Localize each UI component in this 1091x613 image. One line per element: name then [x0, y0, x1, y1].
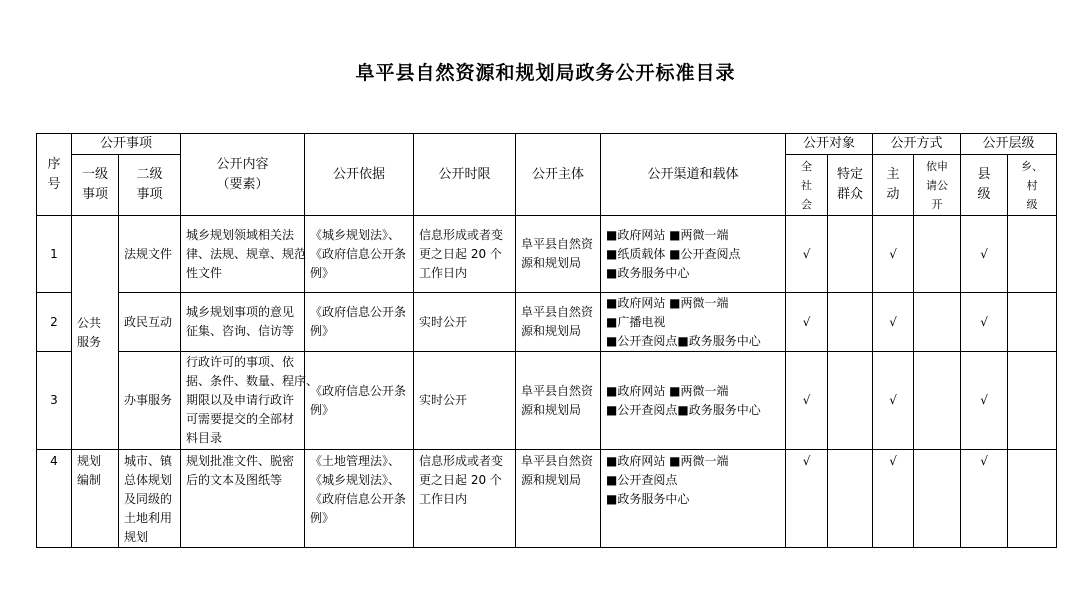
row-level2: 办事服务 [119, 352, 181, 450]
row-seq: 1 [37, 216, 72, 293]
disclosure-table [36, 133, 1057, 548]
check-all-society: √ [786, 293, 828, 352]
row-content: 城乡规划领域相关法 律、法规、规章、规范 性文件 [181, 216, 305, 293]
check-active: √ [873, 216, 914, 293]
category-planning: 规划 编制 [72, 450, 119, 548]
header-method: 公开方式 [873, 134, 961, 155]
check-township [1008, 216, 1057, 293]
row-channel: ■政府网站 ■两微一端 ■广播电视 ■公开查阅点■政务服务中心 [601, 293, 786, 352]
header-seq: 序 号 [37, 134, 72, 216]
header-row-1 [37, 134, 1057, 155]
row-basis: 《城乡规划法》、 《政府信息公开条 例》 [305, 216, 414, 293]
table-row [37, 216, 1057, 293]
row-channel: ■政府网站 ■两微一端 ■公开查阅点■政务服务中心 [601, 352, 786, 450]
row-basis: 《政府信息公开条 例》 [305, 293, 414, 352]
check-all-society: √ [786, 216, 828, 293]
header-channel: 公开渠道和载体 [601, 134, 786, 216]
row-subject: 阜平县自然资 源和规划局 [516, 352, 601, 450]
header-township: 乡、 村 级 [1008, 155, 1057, 216]
header-level1: 一级 事项 [72, 155, 119, 216]
header-level: 公开层级 [961, 134, 1057, 155]
check-on-request [914, 450, 961, 548]
row-time-limit: 实时公开 [414, 293, 516, 352]
check-all-society: √ [786, 450, 828, 548]
row-level2: 城市、镇 总体规划 及同级的 土地利用 规划 [119, 450, 181, 548]
table-row [37, 293, 1057, 352]
check-township [1008, 293, 1057, 352]
header-matters: 公开事项 [72, 134, 181, 155]
row-seq: 4 [37, 450, 72, 548]
check-active: √ [873, 352, 914, 450]
check-all-society: √ [786, 352, 828, 450]
row-level2: 政民互动 [119, 293, 181, 352]
check-specific-group [828, 352, 873, 450]
check-specific-group [828, 450, 873, 548]
row-subject: 阜平县自然资 源和规划局 [516, 293, 601, 352]
row-seq: 3 [37, 352, 72, 450]
row-content: 行政许可的事项、依 据、条件、数量、程序、 期限以及申请行政许 可需要提交的全部材 料目录 [181, 352, 305, 450]
check-on-request [914, 352, 961, 450]
header-time-limit: 公开时限 [414, 134, 516, 216]
header-on-request: 依申 请公 开 [914, 155, 961, 216]
check-specific-group [828, 216, 873, 293]
row-time-limit: 实时公开 [414, 352, 516, 450]
header-target: 公开对象 [786, 134, 873, 155]
header-all-society: 全 社 会 [786, 155, 828, 216]
row-subject: 阜平县自然资 源和规划局 [516, 216, 601, 293]
row-channel: ■政府网站 ■两微一端 ■公开查阅点 ■政务服务中心 [601, 450, 786, 548]
check-active: √ [873, 293, 914, 352]
check-township [1008, 352, 1057, 450]
check-township [1008, 450, 1057, 548]
row-basis: 《土地管理法》、 《城乡规划法》、 《政府信息公开条 例》 [305, 450, 414, 548]
header-content: 公开内容 （要素） [181, 134, 305, 216]
row-content: 城乡规划事项的意见 征集、咨询、信访等 [181, 293, 305, 352]
header-basis: 公开依据 [305, 134, 414, 216]
header-active: 主 动 [873, 155, 914, 216]
row-content: 规划批准文件、脱密 后的文本及图纸等 [181, 450, 305, 548]
row-seq: 2 [37, 293, 72, 352]
header-level2: 二级 事项 [119, 155, 181, 216]
check-county: √ [961, 216, 1008, 293]
row-level2: 法规文件 [119, 216, 181, 293]
category-public-service: 公共 服务 [72, 216, 119, 450]
row-time-limit: 信息形成或者变 更之日起 20 个 工作日内 [414, 450, 516, 548]
row-basis: 《政府信息公开条 例》 [305, 352, 414, 450]
table-row [37, 450, 1057, 548]
page-title: 阜平县自然资源和规划局政务公开标准目录 [355, 62, 736, 84]
check-county: √ [961, 450, 1008, 548]
check-specific-group [828, 293, 873, 352]
row-channel: ■政府网站 ■两微一端 ■纸质载体 ■公开查阅点 ■政务服务中心 [601, 216, 786, 293]
row-time-limit: 信息形成或者变 更之日起 20 个 工作日内 [414, 216, 516, 293]
header-specific-group: 特定 群众 [828, 155, 873, 216]
header-county: 县 级 [961, 155, 1008, 216]
check-county: √ [961, 293, 1008, 352]
table-row [37, 352, 1057, 450]
check-county: √ [961, 352, 1008, 450]
check-active: √ [873, 450, 914, 548]
row-subject: 阜平县自然资 源和规划局 [516, 450, 601, 548]
header-subject: 公开主体 [516, 134, 601, 216]
check-on-request [914, 216, 961, 293]
check-on-request [914, 293, 961, 352]
